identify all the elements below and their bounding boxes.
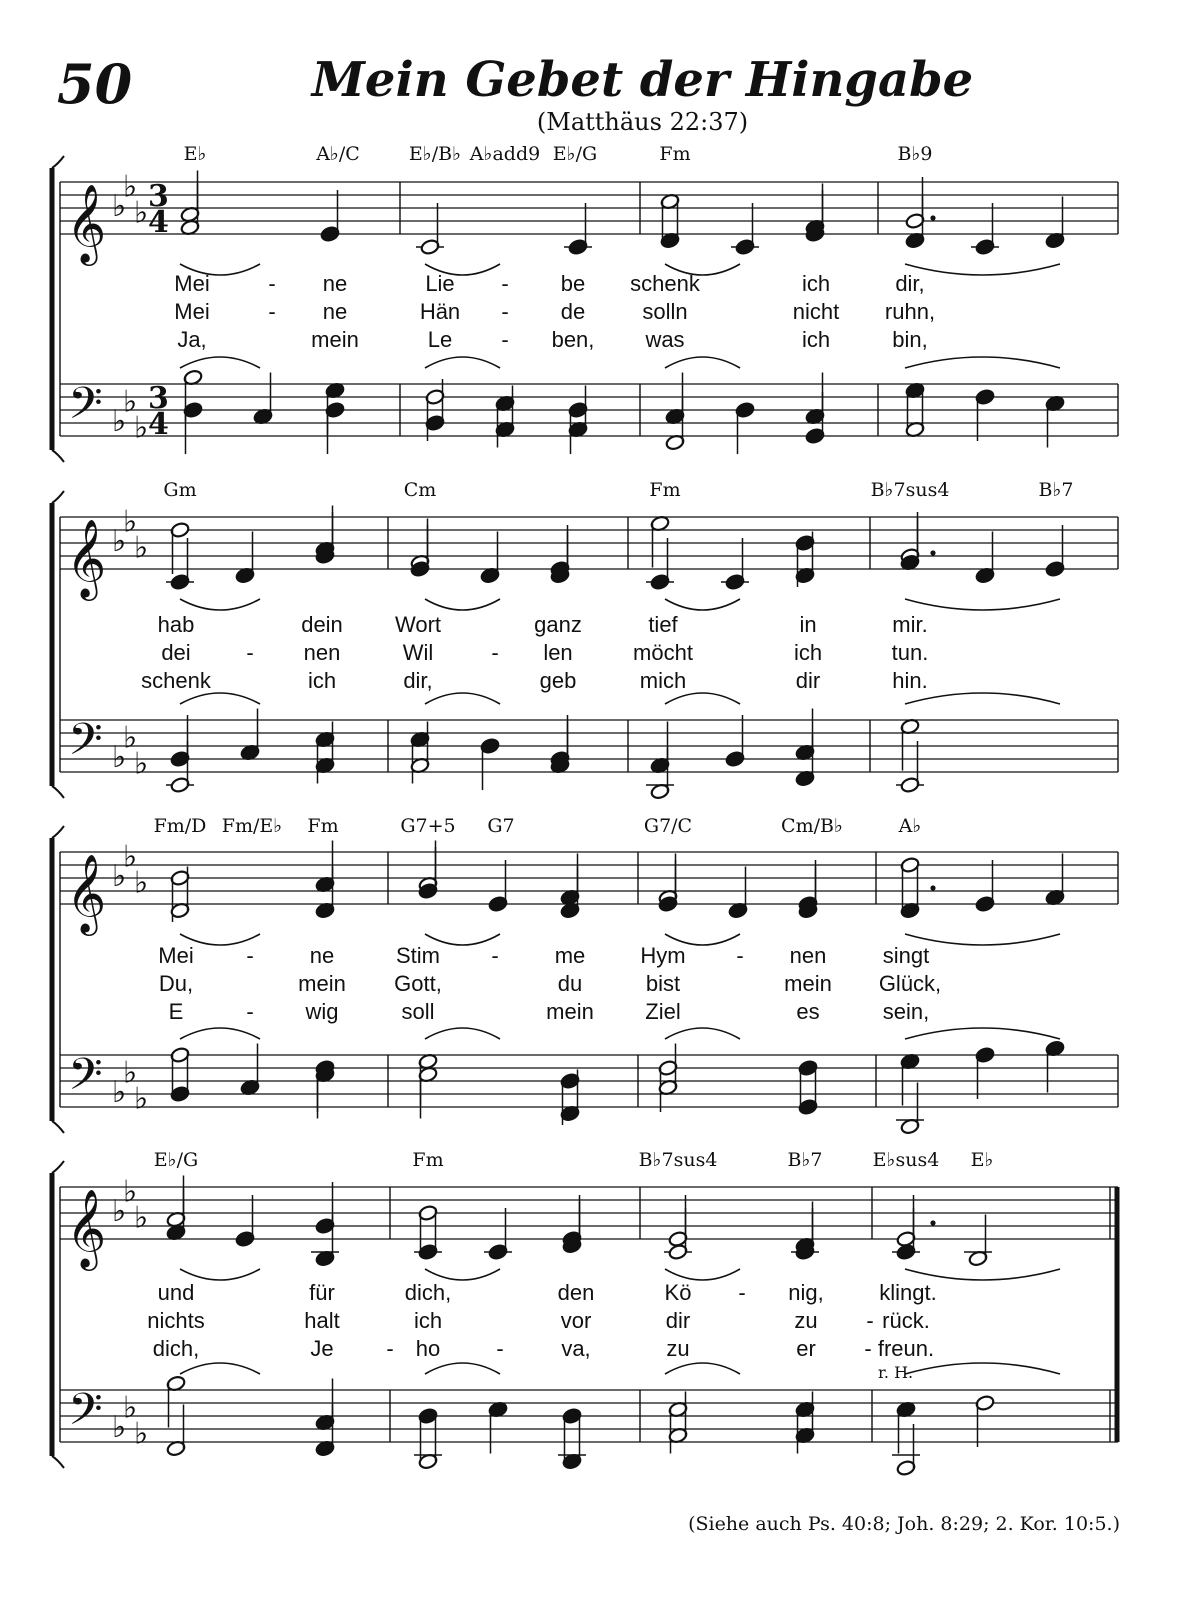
chord-symbol: Fm/E♭ — [221, 815, 283, 837]
lyric-syllable: Glück, — [878, 971, 942, 996]
lyric-syllable: was — [645, 327, 685, 352]
time-signature-top: 3 — [148, 381, 169, 416]
augmentation-dot — [930, 215, 935, 220]
bass-clef-icon: 𝄢 — [68, 377, 103, 440]
lyric-syllable: mein — [311, 327, 359, 352]
lyric-syllable: rück. — [882, 1308, 930, 1333]
lyric-syllable: ne — [322, 271, 348, 296]
flat-sign-icon: ♭ — [123, 169, 138, 205]
chord-symbol: Fm — [307, 815, 339, 837]
chord-symbol: B♭7 — [787, 1149, 823, 1171]
lyric-syllable: ruhn, — [884, 299, 936, 324]
lyric-syllable: zu — [794, 1308, 818, 1333]
lyric-syllable: sein, — [882, 999, 930, 1024]
bracket-top — [52, 156, 64, 168]
chord-symbol: A♭add9 — [469, 143, 541, 165]
lyric-syllable: E — [168, 999, 184, 1024]
lyric-syllable: dir, — [403, 668, 433, 693]
lyric-syllable: be — [560, 271, 586, 296]
slur — [665, 693, 740, 704]
hymn-number: 50 — [57, 52, 133, 116]
flat-sign-icon: ♭ — [123, 1174, 138, 1210]
slur — [665, 599, 740, 610]
lyric-syllable: - — [738, 1280, 746, 1305]
chord-symbol: Gm — [163, 479, 197, 501]
lyric-syllable: me — [554, 943, 586, 968]
lyric-syllable: und — [157, 1280, 195, 1305]
augmentation-dot — [930, 550, 935, 555]
lyric-syllable: schenk — [630, 271, 700, 296]
chord-symbol: G7+5 — [400, 815, 456, 837]
lyric-syllable: zu — [666, 1336, 690, 1361]
lyric-syllable: mein — [546, 999, 594, 1024]
bracket-bottom — [52, 786, 64, 798]
chord-symbol: E♭/G — [552, 143, 598, 165]
chord-symbol: B♭9 — [897, 143, 933, 165]
lyric-syllable: solln — [642, 299, 688, 324]
flat-sign-icon: ♭ — [112, 404, 127, 439]
slur — [905, 1269, 1060, 1280]
lyric-syllable: den — [557, 1280, 595, 1305]
lyric-syllable: freun. — [877, 1336, 935, 1361]
flat-sign-icon: ♭ — [134, 530, 149, 566]
flat-sign-icon: ♭ — [134, 1200, 149, 1236]
time-signature-bottom: 4 — [148, 407, 169, 442]
chord-symbol: E♭/B♭ — [408, 143, 462, 165]
lyric-syllable: dir — [665, 1308, 691, 1333]
augmentation-dot — [930, 885, 935, 890]
hymn-title: Mein Gebet der Hingabe — [311, 52, 974, 108]
chord-symbol: E♭ — [970, 1149, 994, 1171]
flat-sign-icon: ♭ — [134, 746, 149, 782]
lyric-syllable: hab — [157, 612, 195, 637]
time-signature-top: 3 — [148, 179, 169, 214]
chord-symbol: B♭7sus4 — [870, 479, 950, 501]
lyric-syllable: ho — [415, 1336, 441, 1361]
bracket-top — [52, 1161, 64, 1173]
lyric-syllable: - — [246, 943, 254, 968]
lyric-syllable: wig — [305, 999, 339, 1024]
lyric-syllable: Stim — [396, 943, 440, 968]
lyric-syllable: - — [864, 1336, 872, 1361]
lyric-syllable: vor — [560, 1308, 592, 1333]
lyric-syllable: mir. — [892, 612, 928, 637]
slur — [180, 1363, 260, 1374]
chord-symbol: B♭7sus4 — [638, 1149, 718, 1171]
lyric-syllable: va, — [561, 1336, 591, 1361]
lyric-syllable: soll — [401, 999, 435, 1024]
slur — [905, 599, 1060, 610]
chord-symbol: G7/C — [643, 815, 693, 837]
slur — [905, 357, 1060, 368]
lyric-syllable: - — [866, 1308, 874, 1333]
lyric-syllable: klingt. — [879, 1280, 937, 1305]
lyric-syllable: Ja, — [177, 327, 207, 352]
scripture-reference: (Matthäus 22:37) — [536, 108, 749, 136]
slur — [180, 1269, 260, 1280]
lyric-syllable: - — [268, 271, 276, 296]
lyric-syllable: Lie — [425, 271, 455, 296]
lyric-syllable: er — [796, 1336, 816, 1361]
flat-sign-icon: ♭ — [134, 195, 149, 231]
chord-symbol: Cm/B♭ — [781, 815, 843, 837]
lyric-syllable: - — [246, 640, 254, 665]
lyric-syllable: ich — [307, 668, 337, 693]
lyric-syllable: schenk — [141, 668, 211, 693]
lyric-syllable: dich, — [152, 1336, 200, 1361]
flat-sign-icon: ♭ — [112, 1194, 127, 1229]
lyric-syllable: bist — [645, 971, 681, 996]
lyric-syllable: ich — [801, 327, 831, 352]
lyric-syllable: de — [560, 299, 586, 324]
footnote: (Siehe auch Ps. 40:8; Joh. 8:29; 2. Kor. 10:5.) — [688, 1513, 1120, 1535]
bracket-bottom — [52, 1121, 64, 1133]
bracket-bottom — [52, 1456, 64, 1468]
chord-symbol: E♭/G — [153, 1149, 199, 1171]
treble-clef-icon: 𝄞 — [66, 854, 107, 933]
chord-symbol: B♭7 — [1038, 479, 1074, 501]
chord-symbol: Fm — [412, 1149, 444, 1171]
lyric-syllable: ganz — [534, 612, 582, 637]
lyric-syllable: möcht — [633, 640, 693, 665]
lyric-syllable: tun. — [891, 640, 929, 665]
lyric-syllable: - — [736, 943, 744, 968]
lyric-syllable: in — [799, 612, 817, 637]
lyric-syllable: dei — [161, 640, 191, 665]
lyric-syllable: singt — [882, 943, 930, 968]
lyric-syllable: - — [386, 1336, 394, 1361]
lyric-syllable: Ziel — [645, 999, 681, 1024]
flat-sign-icon: ♭ — [112, 189, 127, 224]
lyric-syllable: halt — [304, 1308, 340, 1333]
lyric-syllable: Du, — [158, 971, 194, 996]
lyric-syllable: nicht — [792, 299, 840, 324]
flat-sign-icon: ♭ — [134, 410, 149, 446]
lyric-syllable: - — [496, 1336, 504, 1361]
lyric-syllable: ne — [309, 943, 335, 968]
lyric-syllable: dir, — [895, 271, 925, 296]
slur — [905, 693, 1060, 704]
bass-clef-icon: 𝄢 — [68, 713, 103, 776]
flat-sign-icon: ♭ — [112, 1410, 127, 1445]
slur — [425, 357, 500, 368]
slur — [180, 693, 260, 704]
lyric-syllable: nichts — [147, 1308, 205, 1333]
bracket-top — [52, 491, 64, 503]
chord-symbol: A♭ — [898, 815, 922, 837]
lyric-syllable: Wort — [394, 612, 442, 637]
lyric-syllable: Hym — [640, 943, 686, 968]
lyric-syllable: nen — [303, 640, 341, 665]
flat-sign-icon: ♭ — [112, 1075, 127, 1110]
lyric-syllable: len — [543, 640, 573, 665]
chord-symbol: Fm — [659, 143, 691, 165]
flat-sign-icon: ♭ — [134, 865, 149, 901]
flat-sign-icon: ♭ — [123, 720, 138, 756]
treble-clef-icon: 𝄞 — [66, 519, 107, 598]
lyric-syllable: ne — [322, 299, 348, 324]
lyric-syllable: bin, — [892, 327, 928, 352]
lyric-syllable: tief — [648, 612, 678, 637]
lyric-syllable: Kö — [664, 1280, 692, 1305]
slur — [665, 1269, 740, 1280]
chord-symbol: E♭ — [183, 143, 207, 165]
lyric-syllable: Je — [310, 1336, 334, 1361]
flat-sign-icon: ♭ — [123, 504, 138, 540]
lyric-syllable: nig, — [788, 1280, 824, 1305]
lyric-syllable: - — [246, 999, 254, 1024]
flat-sign-icon: ♭ — [123, 384, 138, 420]
treble-clef-icon: 𝄞 — [66, 184, 107, 263]
slur — [425, 1363, 500, 1374]
lyric-syllable: du — [557, 971, 583, 996]
slur — [425, 599, 500, 610]
slur — [905, 1363, 1060, 1374]
lyric-syllable: Mei — [174, 299, 210, 324]
lyric-syllable: Mei — [158, 943, 194, 968]
flat-sign-icon: ♭ — [123, 1055, 138, 1091]
slur — [425, 1028, 500, 1039]
bass-clef-icon: 𝄢 — [68, 1048, 103, 1111]
lyric-syllable: - — [501, 327, 509, 352]
treble-clef-icon: 𝄞 — [66, 1189, 107, 1268]
flat-sign-icon: ♭ — [123, 1390, 138, 1426]
lyric-syllable: geb — [539, 668, 577, 693]
lyric-syllable: mein — [784, 971, 832, 996]
lyric-syllable: dich, — [404, 1280, 452, 1305]
chord-symbol: E♭sus4 — [872, 1149, 940, 1171]
lyric-syllable: mein — [298, 971, 346, 996]
augmentation-dot — [930, 1220, 935, 1225]
lyric-syllable: Mei — [174, 271, 210, 296]
lyric-syllable: dein — [301, 612, 343, 637]
flat-sign-icon: ♭ — [112, 524, 127, 559]
flat-sign-icon: ♭ — [112, 740, 127, 775]
slur — [180, 1028, 260, 1039]
lyric-syllable: dir — [795, 668, 821, 693]
lyric-syllable: mich — [639, 668, 687, 693]
lyric-syllable: - — [268, 299, 276, 324]
bass-clef-icon: 𝄢 — [68, 1383, 103, 1446]
lyric-syllable: ben, — [551, 327, 595, 352]
bracket-top — [52, 826, 64, 838]
lyric-syllable: es — [796, 999, 820, 1024]
lyric-syllable: nen — [789, 943, 827, 968]
slur — [425, 693, 500, 704]
lyric-syllable: für — [309, 1280, 335, 1305]
slur — [665, 1028, 740, 1039]
slur — [425, 1269, 500, 1280]
lyric-syllable: - — [491, 640, 499, 665]
lyric-syllable: ich — [801, 271, 831, 296]
slur — [665, 1363, 740, 1374]
time-signature-bottom: 4 — [148, 205, 169, 240]
lyric-syllable: - — [501, 299, 509, 324]
lyric-syllable: hin. — [892, 668, 928, 693]
bracket-bottom — [52, 450, 64, 462]
flat-sign-icon: ♭ — [112, 859, 127, 894]
slur — [905, 1028, 1060, 1039]
lyric-syllable: Gott, — [394, 971, 442, 996]
flat-sign-icon: ♭ — [134, 1416, 149, 1452]
chord-symbol: Fm/D — [153, 815, 207, 837]
slur — [180, 599, 260, 610]
chord-symbol: Fm — [649, 479, 681, 501]
slur — [905, 264, 1060, 275]
lyric-syllable: Hän — [419, 299, 461, 324]
chord-symbol: Cm — [403, 479, 437, 501]
lyric-syllable: Le — [427, 327, 453, 352]
chord-symbol: G7 — [487, 815, 515, 837]
slur — [180, 357, 260, 368]
lyric-syllable: - — [491, 943, 499, 968]
flat-sign-icon: ♭ — [134, 1081, 149, 1117]
chord-symbol: A♭/C — [316, 143, 360, 165]
lyric-syllable: ich — [413, 1308, 443, 1333]
lyric-syllable: ich — [793, 640, 823, 665]
flat-sign-icon: ♭ — [123, 839, 138, 875]
slur — [665, 357, 740, 368]
lyric-syllable: - — [501, 271, 509, 296]
lyric-syllable: Wil — [402, 640, 434, 665]
performance-note: r. H. — [878, 1363, 914, 1382]
